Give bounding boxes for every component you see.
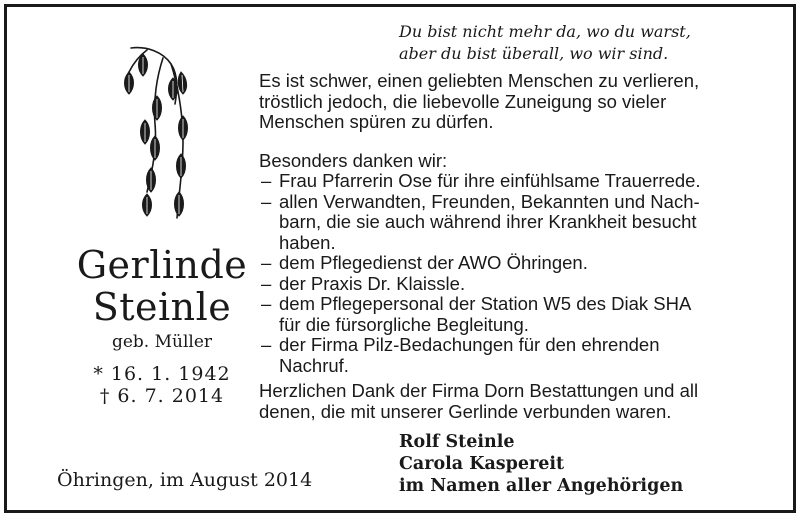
signatures: [399, 431, 683, 497]
dash-bullet: –: [261, 293, 272, 314]
thanks-line: der Praxis Dr. Klaissle.: [279, 272, 466, 294]
place-and-date: Öhringen, im August 2014: [57, 469, 313, 491]
dash-bullet: –: [261, 334, 272, 355]
thanks-item: [259, 294, 779, 335]
thanks-item: [259, 335, 779, 376]
hanging-leaves-icon: [117, 42, 207, 232]
thanks-item: [259, 192, 779, 254]
closing-paragraph: [259, 381, 779, 422]
thanks-line: barn, die sie auch während ihrer Krankheit besucht: [279, 211, 697, 232]
intro-line: Menschen spüren zu dürfen.: [259, 111, 494, 132]
thanks-item: [259, 253, 779, 274]
deceased-last-name: Steinle: [92, 285, 232, 329]
intro-paragraph: [259, 71, 779, 133]
intro-line: tröstlich jedoch, die liebevolle Zuneigung so vieler: [259, 90, 667, 112]
thanks-line: haben.: [279, 231, 336, 253]
maiden-name: geb. Müller: [111, 332, 213, 352]
thanks-item: [259, 274, 779, 295]
thanks-line: dem Pflegedienst der AWO Öhringen.: [279, 252, 588, 273]
death-date: † 6. 7. 2014: [99, 385, 225, 407]
thanks-heading: Besonders danken wir:: [259, 150, 448, 171]
closing-line: Herzlichen Dank der Firma Dorn Bestattungen und all: [259, 380, 699, 401]
deceased-first-name: Gerlinde: [76, 243, 248, 287]
quote-line: aber du bist überall, wo wir sind.: [399, 44, 669, 63]
signature-line: Carola Kaspereit: [399, 454, 565, 474]
memorial-quote: [399, 21, 691, 65]
thanks-list: [259, 171, 779, 376]
dash-bullet: –: [261, 272, 272, 294]
thanks-line: allen Verwandten, Freunden, Bekannten und Nach-: [279, 190, 700, 212]
intro-line: Es ist schwer, einen geliebten Menschen zu verlieren,: [259, 70, 700, 91]
thanks-item: [259, 171, 779, 192]
signature-line: Rolf Steinle: [399, 432, 515, 452]
thanks-line: Nachruf.: [279, 354, 349, 376]
thanks-line: der Firma Pilz-Bedachungen für den ehrenden: [279, 334, 660, 355]
closing-line: denen, die mit unserer Gerlinde verbunden waren.: [259, 400, 672, 422]
thanks-line: Frau Pfarrerin Ose für ihre einfühlsame Trauerrede.: [279, 170, 701, 191]
dash-bullet: –: [261, 252, 272, 273]
dash-bullet: –: [261, 190, 272, 212]
quote-line: Du bist nicht mehr da, wo du warst,: [399, 22, 691, 41]
thanks-line: dem Pflegepersonal der Station W5 des Diak SHA: [279, 293, 692, 314]
obituary-card: [4, 4, 796, 513]
thanks-line: für die fürsorgliche Begleitung.: [279, 313, 529, 335]
signature-line: im Namen aller Angehörigen: [399, 476, 684, 496]
birth-date: * 16. 1. 1942: [93, 363, 231, 385]
dash-bullet: –: [261, 170, 272, 191]
